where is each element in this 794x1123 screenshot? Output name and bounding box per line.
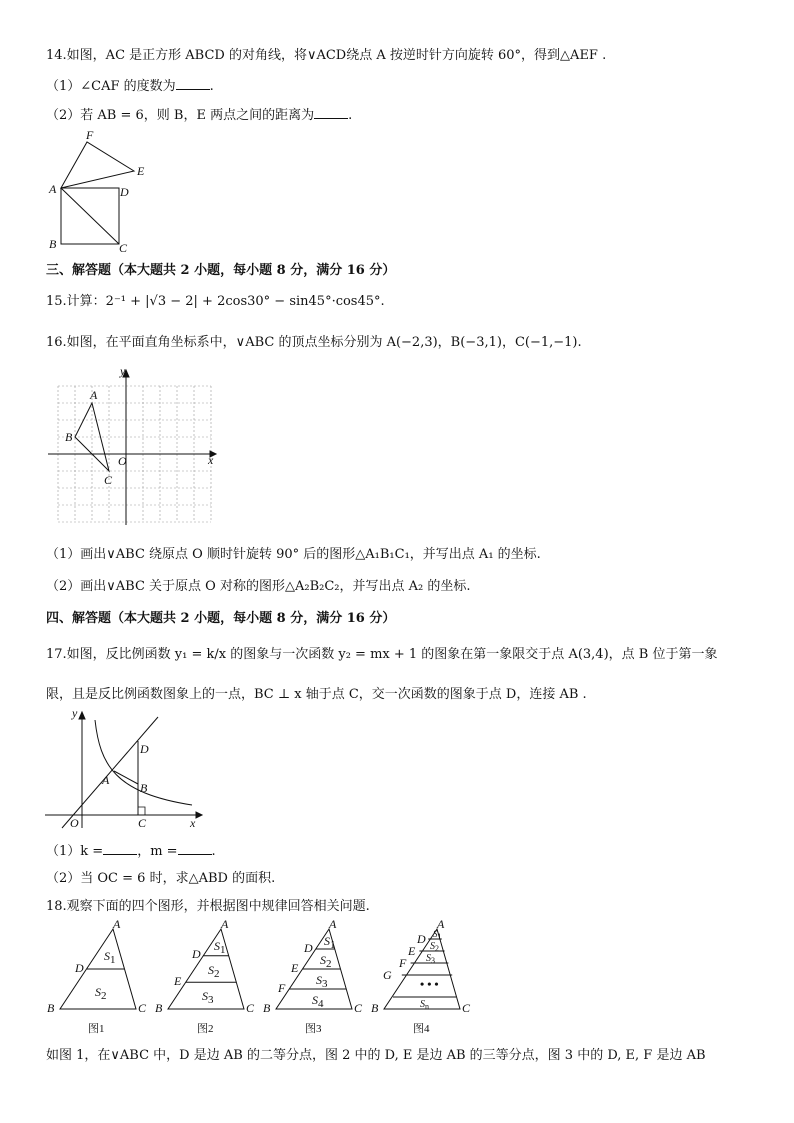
label-a: A [49, 182, 57, 196]
svg-text:C: C [462, 1001, 471, 1015]
figure-4 [371, 917, 471, 1035]
svg-text:G: G [383, 968, 392, 982]
svg-text:B: B [263, 1001, 271, 1015]
caption-fig3: 图3 [305, 1023, 322, 1035]
answer-blank [176, 77, 210, 90]
svg-text:F: F [278, 981, 286, 995]
figure-2 [155, 917, 255, 1035]
caption-fig4: 图4 [413, 1023, 430, 1035]
svg-text:S3: S3 [316, 973, 328, 990]
q17-stem-line2: 限，且是反比例函数图象上的一点，BC ⊥ x 轴于点 C，交一次函数的图象于点 D，连接 AB . [46, 687, 587, 702]
svg-text:S3: S3 [202, 989, 214, 1006]
svg-text:S1: S1 [104, 949, 116, 966]
q14-stem: 14.如图，AC 是正方形 ABCD 的对角线，将∨ACD绕点 A 按逆时针方向旋转 60°，得到△AEF . [46, 48, 607, 63]
svg-text:Sn: $S_n$ [420, 999, 429, 1011]
label-y: y [72, 706, 78, 720]
caption-fig1: 图1 [88, 1023, 105, 1035]
svg-text:F: F [399, 956, 407, 970]
svg-text:E: E [174, 974, 182, 988]
q14-part1: （1）∠CAF 的度数为 . [46, 79, 214, 94]
svg-text:S1: S1 [433, 929, 442, 941]
label-e: E [137, 164, 145, 178]
svg-text:S2: $S_2$ [430, 941, 439, 953]
svg-text:A: A [437, 917, 445, 931]
section4-heading: 四、解答题（本大题共 2 小题，每小题 8 分，满分 16 分） [46, 611, 396, 626]
label-x: x [208, 453, 214, 467]
q17-part2: （2）当 OC = 6 时，求△ABD 的面积. [46, 871, 276, 886]
label-c: C [138, 816, 147, 830]
svg-text:S4: S4 [312, 993, 324, 1010]
q18-figures [40, 917, 480, 1040]
svg-text:C: C [246, 1001, 255, 1015]
label-b: B [49, 237, 57, 251]
svg-text:B: B [155, 1001, 163, 1015]
svg-text:S3: $S_3$ [426, 953, 435, 965]
q18-stem: 18.观察下面的四个图形，并根据图中规律回答相关问题. [46, 899, 370, 914]
q17-part1: （1）k = ，m = . [46, 844, 216, 859]
q17-stem-line1: 17.如图，反比例函数 y₁ = k/x 的图象与一次函数 y₂ = mx + 1 的图象在第一象限交于点 A(3,4)，点 B 位于第一象 [46, 647, 718, 662]
svg-text:D: D [417, 932, 426, 946]
svg-text:C: C [354, 1001, 363, 1015]
svg-text:• • •: • • • [420, 977, 439, 991]
answer-blank-m [178, 842, 212, 855]
linear-function-line [62, 717, 158, 828]
q16-grid-figure [40, 365, 225, 530]
svg-text:E: E [291, 961, 299, 975]
q16-stem: 16.如图，在平面直角坐标系中，∨ABC 的顶点坐标分别为 A(−2,3)，B(−3,1)，C(−1,−1). [46, 335, 582, 350]
label-c: C [104, 473, 113, 487]
label-o: O [70, 816, 79, 830]
triangle-aef [61, 142, 134, 188]
svg-text:S2: S2 [208, 963, 220, 980]
svg-text:D: D [75, 961, 84, 975]
label-y: y [120, 364, 126, 378]
label-a: A [102, 773, 110, 787]
label-origin: O [118, 454, 127, 468]
q17-figure [40, 705, 210, 830]
label-d: D [140, 742, 149, 756]
svg-text:A: A [221, 917, 229, 931]
label-b: B [140, 781, 148, 795]
segment-ab [114, 771, 138, 784]
svg-text:B: B [371, 1001, 379, 1015]
svg-text:E: E [408, 944, 416, 958]
diagonal-ac [61, 188, 119, 244]
right-angle-mark [138, 807, 145, 815]
label-a: A [90, 388, 98, 402]
svg-text:S1: S1 [214, 939, 226, 956]
label-d: D [120, 185, 129, 199]
svg-text:D: D [192, 947, 201, 961]
svg-text:S2: S2 [320, 953, 332, 970]
y-axis-arrow [79, 712, 85, 719]
svg-text:S1: S1 [324, 934, 336, 951]
q14-figure [40, 125, 170, 255]
svg-text:A: A [329, 917, 337, 931]
label-b: B [65, 430, 73, 444]
svg-text:C: C [138, 1001, 147, 1015]
x-axis-arrow [196, 812, 202, 818]
figure-3 [263, 917, 363, 1035]
svg-text:S2: S2 [95, 985, 107, 1002]
caption-fig2: 图2 [197, 1023, 214, 1035]
answer-blank-k [103, 842, 137, 855]
label-c: C [119, 241, 128, 255]
q16-part1: （1）画出∨ABC 绕原点 O 顺时针旋转 90° 后的图形△A₁B₁C₁，并写出点 A₁ 的坐标. [46, 547, 541, 562]
label-x: x [190, 816, 196, 830]
svg-text:B: B [47, 1001, 55, 1015]
svg-text:D: D [304, 941, 313, 955]
figure-1 [47, 917, 147, 1035]
q16-part2: （2）画出∨ABC 关于原点 O 对称的图形△A₂B₂C₂，并写出点 A₂ 的坐标. [46, 579, 471, 594]
q18-tail: 如图 1，在∨ABC 中，D 是边 AB 的二等分点，图 2 中的 D, E 是边 AB 的三等分点，图 3 中的 D, E, F 是边 AB [46, 1048, 706, 1063]
svg-text:A: A [113, 917, 121, 931]
section3-heading: 三、解答题（本大题共 2 小题，每小题 8 分，满分 16 分） [46, 263, 396, 278]
answer-blank [314, 106, 348, 119]
q15-stem: 15.计算：2⁻¹ + |√3 − 2| + 2cos30° − sin45°·cos45°. [46, 294, 385, 309]
label-f: F [86, 128, 94, 142]
q14-part2: （2）若 AB = 6，则 B，E 两点之间的距离为 . [46, 108, 353, 123]
